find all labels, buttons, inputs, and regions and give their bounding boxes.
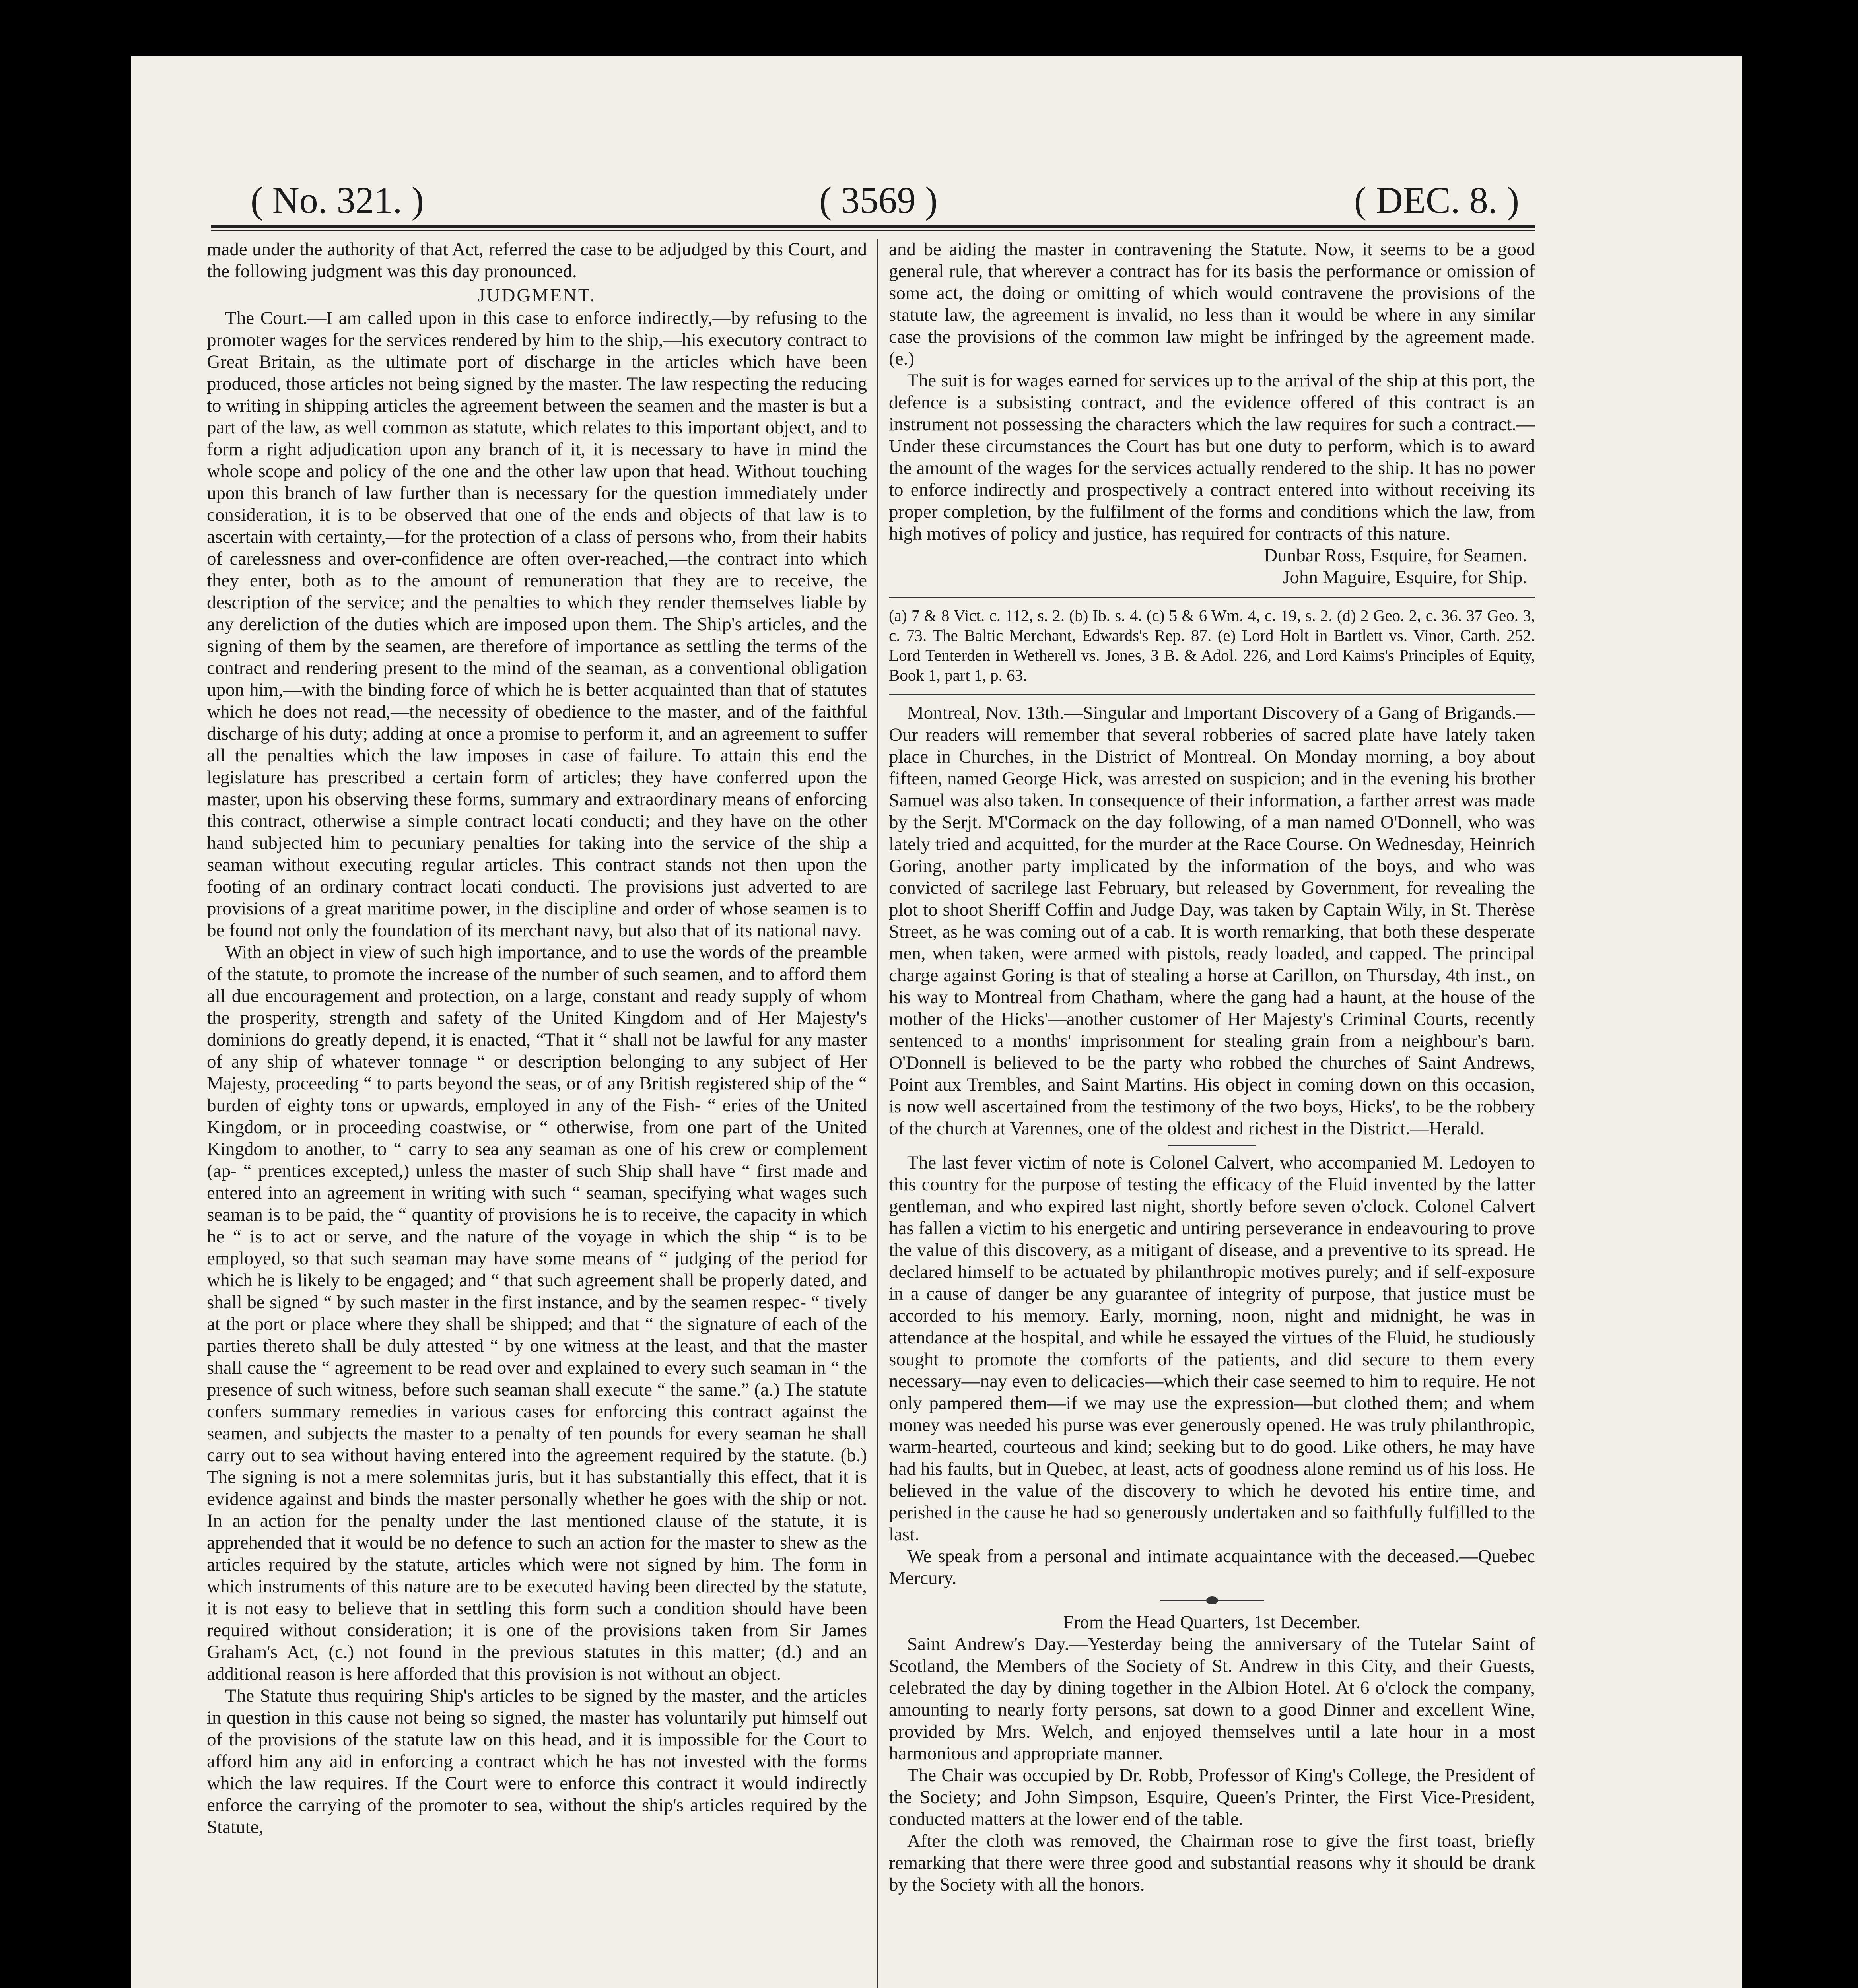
- left-column: [207, 239, 867, 1988]
- saint-andrew-paragraph-2: The Chair was occupied by Dr. Robb, Professor of King's College, the President of the Society; and John Simpson, Esquire, Queen's Printer, the First Vice-President, conducted matters at the lower end of the table.: [889, 1765, 1535, 1829]
- footnotes: (a) 7 & 8 Vict. c. 112, s. 2. (b) Ib. s. 4. (c) 5 & 6 Wm. 4, c. 19, s. 2. (d) 2 Geo. 2, c. 36. 37 Geo. 3, c. 73. The Baltic Merchant, Edwards's Rep. 87. (e) Lord Holt in Bartlett vs. Vinor, Carth. 252. Lord Tenterden in Wetherell vs. Jones, 3 B. & Adol. 226, and Lord Kaims's Principles of Equity, Book 1, part 1, p. 63.: [889, 606, 1535, 684]
- head-quarters-dateline: From the Head Quarters, 1st December.: [1063, 1612, 1361, 1633]
- section-rule: [889, 694, 1535, 695]
- judgment-paragraph-3: The Statute thus requiring Ship's articles to be signed by the master, and the articles in question in this cause not being so signed, the master has voluntarily put himself out of the provisions of the statute law on this head, and it is impossible for the Court to afford him any aid in enforcing a contract which he has not invested with the forms which the law requires. If the Court were to enforce this contract it would indirectly enforce the carrying of the promoter to sea, without the ship's articles required by the Statute,: [207, 1685, 867, 1837]
- calvert-article: The last fever victim of note is Colonel Calvert, who accompanied M. Ledoyen to this country for the purpose of testing the efficacy of the Fluid invented by the latter gentleman, and who expired last night, shortly before seven o'clock. Colonel Calvert has fallen a victim to his energetic and untiring perseverance in endeavouring to prove the value of this discovery, as a mitigant of disease, and a preventive to its spread. He declared himself to be actuated by philanthropic motives purely; and if self-exposure in a cause of danger be any guarantee of integrity of purpose, that justice must be accorded to his memory. Early, morning, noon, night and midnight, he was in attendance at the hospital, and while he essayed the virtues of the Fluid, he studiously sought to promote the comforts of the patients, and did secure to them every necessary—nay even to delicacies—which their case seemed to him to require. He not only pampered them—if we may use the expression—but clothed them; and whem money was needed his purse was ever generously opened. He was truly philanthropic, warm-hearted, courteous and kind; seeking but to do good. Like others, he may have had his faults, but in Quebec, at least, acts of goodness alone remind us of his loss. He believed in the value of the discovery to which he devoted his entire time, and perished in the cause he had so generously undertaken and so faithfully fulfilled to the last.: [889, 1152, 1535, 1545]
- header-rule: [211, 225, 1535, 228]
- judgment-continuation: and be aiding the master in contravening the Statute. Now, it seems to be a good general rule, that wherever a contract has for its basis the performance or omission of some act, the doing or omitting of which would contravene the provisions of the statute law, the agreement is invalid, no less than it would be where in any similar case the provisions of the common law might be infringed by the agreement made. (e.): [889, 239, 1535, 369]
- judgment-paragraph-2: With an object in view of such high importance, and to use the words of the preamble of the statute, to promote the increase of the number of such seamen, and to afford them all due encouragement and protection, on a large, constant and ready supply of whom the prosperity, strength and safety of the United Kingdom and of Her Majesty's dominions do greatly depend, it is enacted, “That it “ shall not be lawful for any master of any ship of whatever tonnage “ or description belonging to any subject of Her Majesty, proceeding “ to parts beyond the seas, or of any British registered ship of the “ burden of eighty tons or upwards, employed in any of the Fish- “ eries of the United Kingdom, or in proceeding coastwise, or “ otherwise, from one part of the United Kingdom to another, to “ carry to sea any seaman as one of his crew or complement (ap- “ prentices excepted,) unless the master of such Ship shall have “ first made and entered into an agreement in writing with such “ seaman, specifying what wages such seaman is to be paid, the “ quantity of provisions he is to receive, the capacity in which he “ is to act or serve, and the nature of the voyage in which the ship “ is to be employed, so that such seaman may have some means of “ judging of the period for which he is likely to be engaged; and “ that such agreement shall be properly dated, and shall be signed “ by such master in the first instance, and by the seamen respec- “ tively at the port or place where they shall be shipped; and that “ the signature of each of the parties thereto shall be duly attested “ by one witness at the least, and that the master shall cause the “ agreement to be read over and explained to every such seaman in “ the presence of such witness, before such seaman shall execute “ the same.” (a.) The statute confers summary remedies in various cases for enforcing this contract against the seamen, and subjects the master to a penalty of ten pounds for every seaman he shall carry out to sea without having entered into the agreement required by the statute. (b.) The signing is not a mere solemnitas juris, but it has substantially this effect, that it is evidence against and binds the master personally whether he goes with the ship or not. In an action for the penalty under the last mentioned clause of the statute, it is apprehended that it would be no defence to such an action for the master to shew as the articles required by the statute, articles which were not signed by him. The form in which instruments of this nature are to be executed having been directed by the statute, it is not easy to believe that in settling this form such a condition should have been required without consideration; it is one of the provisions taken from Sir James Graham's Act, (c.) not found in the previous statutes in this matter; (d.) and an additional reason is here afforded that this provision is not without an object.: [207, 942, 867, 1684]
- ornament-divider: [1160, 1596, 1264, 1605]
- article-rule: [1168, 1145, 1256, 1146]
- judgment-conclusion: The suit is for wages earned for services up to the arrival of the ship at this port, the defence is a subsisting contract, and the evidence offered of this contract is an instrument not possessing the characters which the law requires for such a contract.—Under these circumstances the Court has but one duty to perform, which is to award the amount of the wages for the services actually rendered to the ship. It has no power to enforce indirectly and prospectively a contract entered into without receiving its proper completion, by the fulfilment of the forms and conditions which the law, from high motives of policy and justice, has required for contracts of this nature.: [889, 370, 1535, 544]
- page-header: [211, 179, 1535, 231]
- judgment-paragraph-1: The Court.—I am called upon in this case to enforce indirectly,—by refusing to the promoter wages for the services rendered by him to the ship,—his executory contract to Great Britain, as the ultimate port of discharge in the articles which have been produced, those articles not being signed by the master. The law respecting the reducing to writing in shipping articles the agreement between the seamen and the master is but a part of the law, as well common as statute, which relates to this important object, and to form a right adjudication upon any branch of it, it is necessary to have in mind the whole scope and policy of the one and the other law upon that head. Without touching upon this branch of law further than is necessary for the question immediately under consideration, it is to be observed that one of the ends and objects of that law is to ascertain with certainty,—for the protection of a class of persons who, from their habits of carelessness and over-confidence are often over-reached,—the contract into which they enter, both as to the amount of remuneration that they are to receive, the description of the service; and the penalties to which they render themselves liable by any dereliction of the duties which are imposed upon them. The Ship's articles, and the signing of them by the seamen, are therefore of importance as settling the terms of the contract and rendering present to the mind of the seaman, as a conventional obligation upon him,—with the binding force of which he is better acquainted than that of statutes which he does not read,—the necessity of obedience to the master, and of the faithful discharge of his duty; adding at once a promise to perform it, and an agreement to suffer all the penalties which the law imposes in case of failure. To attain this end the legislature has prescribed a certain form of articles; they have conferred upon the master, upon his observing these forms, summary and extraordinary means of enforcing this contract, otherwise a simple contract locati conducti; and they have on the other hand subjected him to pecuniary penalties for taking into the service of the ship a seaman without executing regular articles. This contract stands not then upon the footing of an ordinary contract locati conducti. The provisions just adverted to are provisions of a great maritime power, in the discipline and order of whose seamen is to be found not only the foundation of its merchant navy, but also that of its national navy.: [207, 308, 867, 941]
- issue-number: ( No. 321. ): [251, 180, 424, 221]
- section-rule: [889, 597, 1535, 598]
- column-divider: [877, 239, 878, 1988]
- header-rule-thin: [211, 230, 1535, 231]
- montreal-article: Montreal, Nov. 13th.—Singular and Important Discovery of a Gang of Brigands.—Our readers will remember that several robberies of sacred plate have lately taken place in Churches, in the District of Montreal. On Monday morning, a boy about fifteen, named George Hick, was arrested on suspicion; and in the evening his brother Samuel was also taken. In consequence of their information, a farther arrest was made by the Serjt. M'Cormack on the day following, of a man named O'Donnell, who was lately tried and acquitted, for the murder at the Race Course. On Wednesday, Heinrich Goring, another party implicated by the information of the boys, and who was convicted of sacrilege last February, but released by Government, for revealing the plot to shoot Sheriff Coffin and Judge Day, was taken by Captain Wily, in St. Therèse Street, as he was coming out of a cab. It is worth remarking, that both these desperate men, when taken, were armed with pistols, ready loaded, and capped. The principal charge against Goring is that of stealing a horse at Carillon, on Thursday, 4th inst., on his way to Montreal from Chatham, where the gang had a haunt, at the house of the mother of the Hicks'—another customer of Her Majesty's Criminal Courts, recently sentenced to a months' imprisonment for stealing grain from a neighbour's barn. O'Donnell is believed to be the party who robbed the churches of Saint Andrews, Point aux Trembles, and Saint Martins. His object in coming down on this occasion, is now well ascertained from the testimony of the two boys, Hicks', to be the robbery of the church at Varennes, one of the oldest and richest in the District.—Herald.: [889, 703, 1535, 1139]
- right-column: [889, 239, 1535, 1988]
- intro-paragraph: made under the authority of that Act, referred the case to be adjudged by this Court, and the following judgment was this day pronounced.: [207, 239, 867, 282]
- counsel-ship: John Maguire, Esquire, for Ship.: [1283, 567, 1527, 588]
- saint-andrew-paragraph-3: After the cloth was removed, the Chairman rose to give the first toast, briefly remarking that there were three good and substantial reasons why it should be drank by the Society with all the honors.: [889, 1831, 1535, 1895]
- counsel-seamen: Dunbar Ross, Esquire, for Seamen.: [1264, 545, 1527, 566]
- calvert-article-end: We speak from a personal and intimate acquaintance with the deceased.—Quebec Mercury.: [889, 1546, 1535, 1588]
- judgment-heading: JUDGMENT.: [478, 285, 596, 306]
- saint-andrew-paragraph-1: Saint Andrew's Day.—Yesterday being the anniversary of the Tutelar Saint of Scotland, the Members of the Society of St. Andrew in this City, and their Guests, celebrated the day by dining together in the Albion Hotel. At 6 o'clock the company, amounting to nearly forty persons, sat down to a good Dinner and excellent Wine, provided by Mrs. Welch, and enjoyed themselves until a late hour in a most harmonious and appropriate manner.: [889, 1634, 1535, 1764]
- page-number: ( 3569 ): [819, 180, 938, 221]
- issue-date: ( DEC. 8. ): [1354, 180, 1519, 221]
